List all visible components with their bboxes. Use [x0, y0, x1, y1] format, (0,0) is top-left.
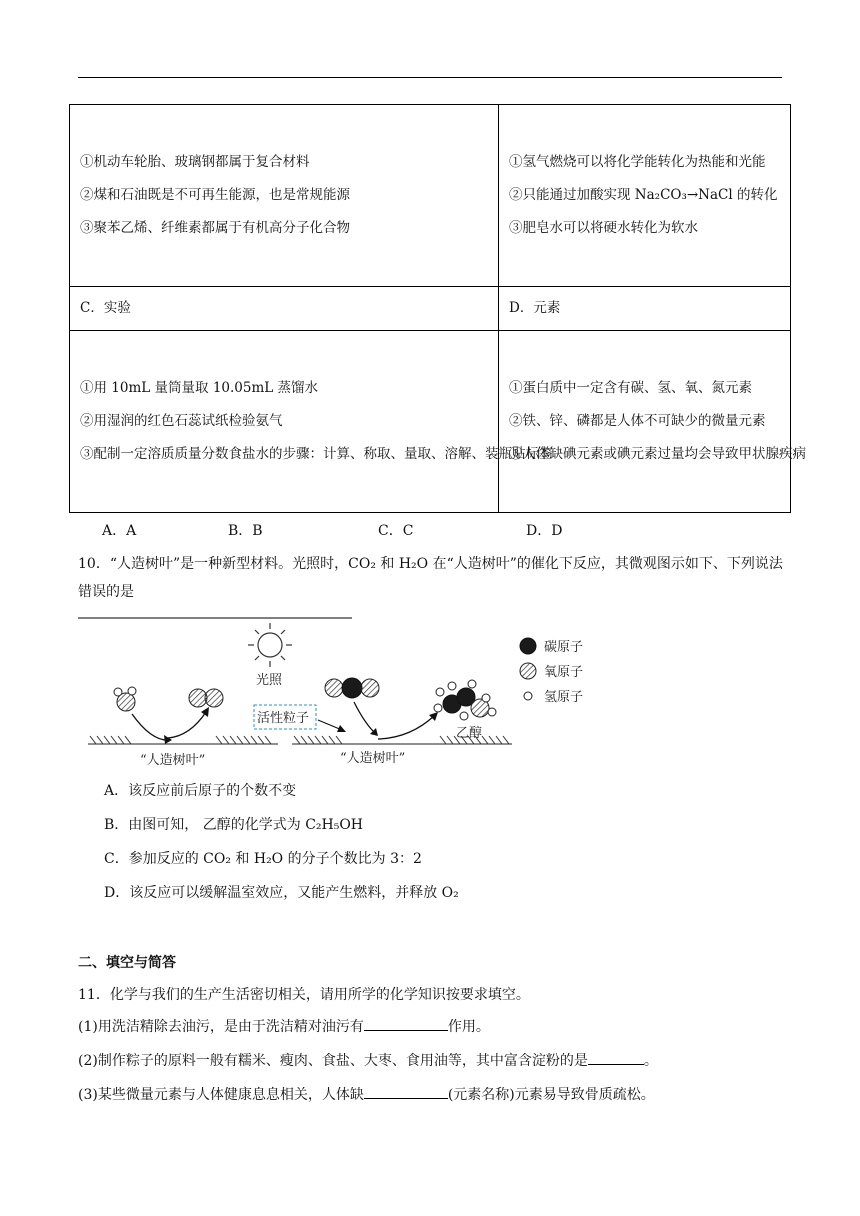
hatch-mark	[336, 736, 342, 744]
q11-part2-text: (2)制作粽子的原料一般有糯米、瘦肉、食盐、大枣、食用油等，其中富含淀粉的是	[78, 1053, 588, 1069]
question9-table	[69, 104, 806, 513]
table-line: ①氢气燃烧可以将化学能转化为热能和光能	[509, 154, 766, 170]
hatch-mark	[223, 736, 229, 744]
reaction-diagram	[60, 612, 760, 770]
carbon-dioxide-molecule-icon	[325, 678, 379, 698]
q11-part3-text: (3)某些微量元素与人体健康息息相关，人体缺	[78, 1087, 364, 1103]
arrow-head-icon	[201, 707, 209, 717]
answer-blank[interactable]	[364, 1016, 448, 1031]
q11-part3-tail: (元素名称)元素易导致骨质疏松。	[447, 1087, 655, 1103]
header-rule	[78, 77, 782, 78]
option-a[interactable]: A．A	[102, 523, 137, 539]
water-molecule-icon	[114, 687, 136, 711]
hatch-mark	[489, 736, 495, 744]
table-line: ②煤和石油既是不可再生能源，也是常规能源	[80, 187, 350, 203]
legend-carbon: 碳原子	[544, 640, 584, 655]
sun-icon	[248, 623, 292, 667]
arrow-icon	[378, 716, 434, 739]
option-d[interactable]: D．D	[526, 523, 563, 539]
oxygen-atom-icon	[520, 663, 536, 679]
q11-stem: 11．化学与我们的生产生活密切相关，请用所学的化学知识按要求填空。	[78, 987, 530, 1003]
leaf-ground-left	[88, 736, 278, 744]
active-particle-label: 活性粒子	[257, 711, 310, 726]
table-line: ③配制一定溶质质量分数食盐水的步骤：计算、称取、量取、溶解、装瓶贴标签	[80, 446, 553, 462]
legend-hydrogen: 氢原子	[544, 690, 584, 705]
hatch-mark	[258, 736, 264, 744]
cell-experiment	[70, 331, 553, 513]
answer-blank[interactable]	[364, 1084, 448, 1099]
table-line: ①机动车轮胎、玻璃钢都属于复合材料	[80, 154, 310, 170]
hatch-mark	[329, 736, 335, 744]
hatch-mark	[496, 736, 502, 744]
q10-stem: 10．“人造树叶”是一种新型材料。光照时，CO₂ 和 H₂O 在“人造树叶”的催化下反应，其微观图示如下、下列说法错误的是	[78, 556, 783, 600]
hatch-mark	[251, 736, 257, 744]
section-title: 二、填空与简答	[78, 955, 176, 971]
table-line: ①用 10mL 量筒量取 10.05mL 蒸馏水	[80, 380, 319, 396]
hatch-mark	[294, 736, 300, 744]
arrow-head-icon	[164, 735, 172, 744]
hatch-mark	[322, 736, 328, 744]
option-b[interactable]: B．B	[228, 523, 263, 539]
hatch-mark	[503, 736, 509, 744]
table-line: ③人体缺碘元素或碘元素过量均会导致甲状腺疾病	[509, 446, 806, 462]
leaf-label-right: “人造树叶”	[340, 751, 406, 766]
cell-chemistry-concepts	[499, 105, 791, 287]
hatch-mark	[447, 736, 453, 744]
hatch-mark	[244, 736, 250, 744]
hydrogen-atom-icon	[524, 692, 532, 700]
hatch-mark	[216, 736, 222, 744]
cell-header-elements: D．元素	[499, 287, 791, 331]
hatch-mark	[301, 736, 307, 744]
q10-choice-b[interactable]: B．由图可知， 乙醇的化学式为 C₂H₅OH	[104, 817, 364, 833]
hatch-mark	[308, 736, 314, 744]
legend-oxygen: 氧原子	[544, 665, 584, 680]
table-line: ③肥皂水可以将硬水转化为软水	[509, 220, 698, 236]
cell-materials-energy	[70, 105, 499, 287]
hatch-mark	[440, 736, 446, 744]
cell-elements	[499, 331, 806, 513]
hatch-mark	[482, 736, 488, 744]
arrow-icon	[168, 712, 206, 738]
q11-part1-tail: 作用。	[447, 1019, 490, 1035]
hatch-mark	[237, 736, 243, 744]
ethanol-molecule-icon	[434, 680, 496, 720]
q11-part3	[78, 1084, 655, 1104]
answer-blank[interactable]	[588, 1050, 644, 1065]
arrow-icon	[318, 720, 342, 730]
hatch-mark	[97, 736, 103, 744]
q10-choice-c[interactable]: C．参加反应的 CO₂ 和 H₂O 的分子个数比为 3：2	[104, 851, 422, 867]
q10-choice-a[interactable]: A．该反应前后原子的个数不变	[104, 783, 297, 799]
hatch-mark	[315, 736, 321, 744]
leaf-label-left: “人造树叶”	[140, 753, 206, 768]
oxygen-molecule-icon	[189, 689, 223, 707]
legend	[520, 638, 583, 705]
q11-part2-tail: 。	[643, 1053, 658, 1069]
hatch-mark	[118, 736, 124, 744]
light-label: 光照	[256, 673, 283, 688]
table-line: ②铁、锌、磷都是人体不可缺少的微量元素	[509, 413, 766, 429]
cell-header-experiment: C．实验	[70, 287, 499, 331]
hatch-mark	[90, 736, 96, 744]
option-c[interactable]: C．C	[378, 523, 414, 539]
hatch-mark	[125, 736, 131, 744]
hatch-mark	[111, 736, 117, 744]
hatch-mark	[230, 736, 236, 744]
hatch-mark	[104, 736, 110, 744]
table-line: ②只能通过加酸实现 Na₂CO₃→NaCl 的转化	[509, 187, 778, 203]
arrow-icon	[354, 702, 376, 734]
carbon-atom-icon	[520, 638, 536, 654]
table-line: ②用湿润的红色石蕊试纸检验氨气	[80, 413, 283, 429]
table-line: ①蛋白质中一定含有碳、氢、氧、氮元素	[509, 380, 752, 396]
q10-choice-d[interactable]: D．该反应可以缓解温室效应，又能产生燃料，并释放 O₂	[104, 885, 459, 901]
q11-part1-text: (1)用洗洁精除去油污，是由于洗洁精对油污有	[78, 1019, 364, 1035]
hatch-mark	[265, 736, 271, 744]
ethanol-label: 乙醇	[456, 726, 483, 741]
table-line: ③聚苯乙烯、纤维素都属于有机高分子化合物	[80, 220, 350, 236]
q11-part1	[78, 1016, 490, 1036]
q11-part2	[78, 1050, 658, 1070]
